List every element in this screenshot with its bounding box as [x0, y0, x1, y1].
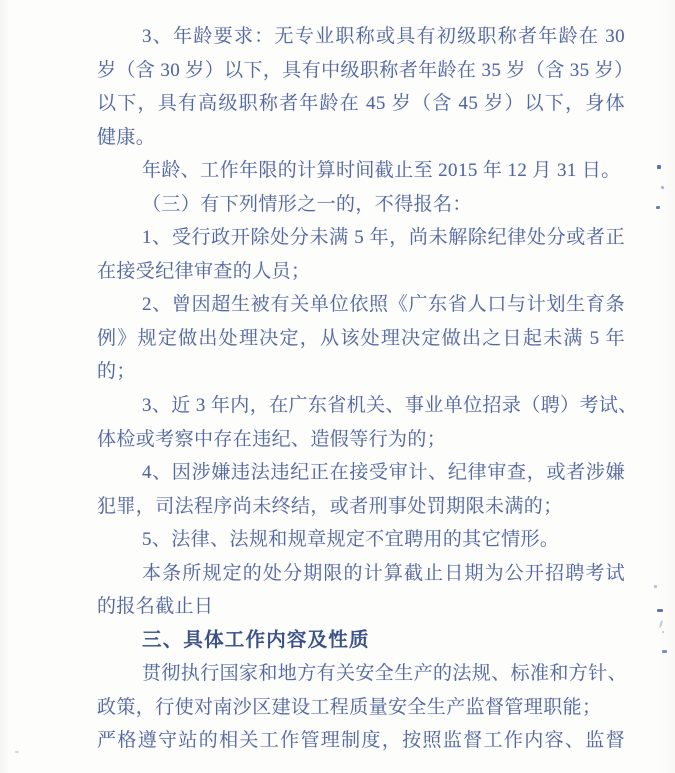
text-line: 5、法律、法规和规章规定不宜聘用的其它情形。	[142, 529, 560, 551]
section-heading: 三、具体工作内容及性质	[142, 628, 370, 651]
text-line: 3、近 3 年内，在广东省机关、事业单位招录（聘）考试、	[142, 395, 638, 417]
scan-speckle	[654, 585, 657, 588]
scan-speckle	[660, 185, 664, 189]
text-line: 年龄、工作年限的计算时间截止至 2015 年 12 月 31 日。	[142, 160, 621, 182]
text-line: 岁（含 30 岁）以下，具有中级职称者年龄在 35 岁（含 35 岁）	[97, 59, 634, 81]
scan-speckle	[657, 165, 661, 169]
text-line: 例》规定做出处理决定，从该处理决定做出之日起未满 5 年	[97, 327, 625, 349]
text-line: 犯罪，司法程序尚未终结，或者刑事处罚期限未满的；	[97, 495, 563, 517]
text-line: 本条所规定的处分期限的计算截止日期为公开招聘考试	[142, 562, 625, 584]
text-line: 1、受行政开除处分未满 5 年，尚未解除纪律处分或者正	[142, 227, 625, 249]
scan-speckle	[656, 206, 660, 209]
text-line: 的；	[97, 361, 136, 383]
text-line: 4、因涉嫌违法违纪正在接受审计、纪律审查，或者涉嫌	[142, 462, 625, 484]
text-line: 2、曾因超生被有关单位依照《广东省人口与计划生育条	[142, 294, 625, 316]
text-line: 体检或考察中存在违纪、造假等行为的；	[97, 428, 447, 450]
text-line: 严格遵守站的相关工作管理制度，按照监督工作内容、监督	[97, 730, 625, 752]
text-line: 3、年龄要求：无专业职称或具有初级职称者年龄在 30	[142, 26, 625, 47]
text-line: 以下，具有高级职称者年龄在 45 岁（含 45 岁）以下，身体	[97, 93, 625, 115]
scan-speckle	[659, 620, 663, 628]
text-line: 贯彻执行国家和地方有关安全生产的法规、标准和方针、	[142, 663, 628, 685]
text-line: 健康。	[97, 126, 156, 148]
scan-speckle	[662, 650, 667, 653]
scan-speckle	[662, 631, 664, 633]
document-text-block	[97, 20, 638, 758]
text-line: 在接受纪律审查的人员；	[97, 260, 311, 282]
text-line: 的报名截止日	[97, 596, 214, 618]
text-line: （三）有下列情形之一的，不得报名：	[142, 193, 472, 215]
text-line: 政策，行使对南沙区建设工程质量安全生产监督管理职能；	[97, 696, 602, 718]
scan-speckle	[15, 751, 19, 753]
scan-speckle	[657, 609, 663, 612]
